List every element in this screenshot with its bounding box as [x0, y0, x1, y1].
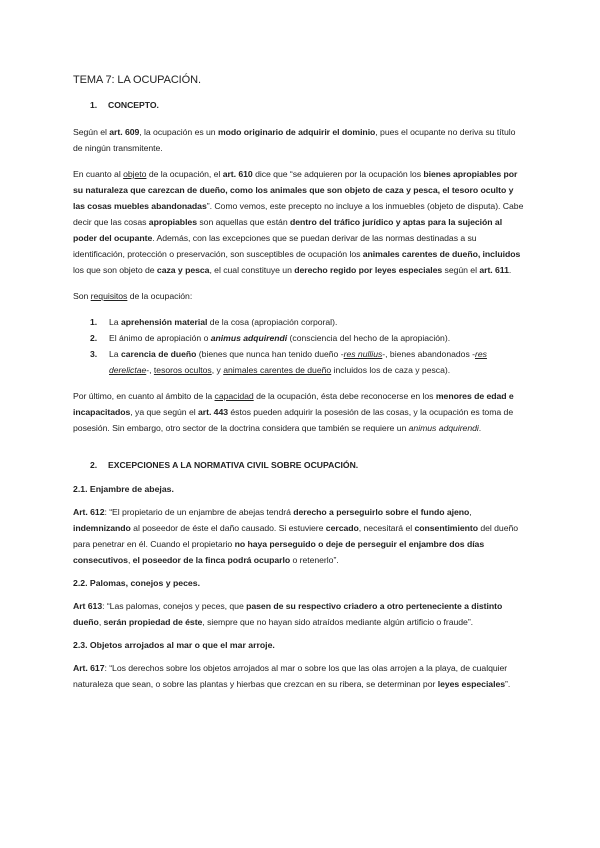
subsection-title-objetos-mar: 2.3. Objetos arrojados al mar o que el mar arroje. [73, 640, 275, 650]
subsection-title-abejas: 2.1. Enjambre de abejas. [73, 484, 174, 494]
section-number: 1. [90, 100, 98, 110]
section-heading-concepto [90, 100, 525, 110]
document-page [73, 74, 525, 702]
section-label: EXCEPCIONES A LA NORMATIVA CIVIL SOBRE OCUPACIÓN. [108, 460, 359, 470]
paragraph-art-617: Art. 617: “Los derechos sobre los objetos arrojados al mar o sobre los que las olas arrojen a la playa, de cualquier naturaleza que sean, o sobre las plantas y hierbas que crezcan en su ribera, se determinan por leyes especiales”. [73, 663, 511, 689]
paragraph-capacidad: Por último, en cuanto al ámbito de la capacidad de la ocupación, ésta debe reconocerse en los menores de edad e incapacitados, ya que según el art. 443 éstos pueden adquirir la posesión de las cosas, y la ocupación es toma de posesión. Sin embargo, otro sector de la doctrina considera que también se requiere un animus adquirendi. [73, 391, 514, 433]
paragraph-art-612: Art. 612: “El propietario de un enjambre de abejas tendrá derecho a perseguirlo sobre el fundo ajeno, indemnizando al poseedor de éste el daño causado. Si estuviere cercado, necesitará el consentimiento del dueño para penetrar en él. Cuando el propietario no haya perseguido o deje de perseguir el enjambre dos días consecutivos, el poseedor de la finca podrá ocuparlo o retenerlo”. [73, 507, 519, 565]
paragraph-objeto: En cuanto al objeto de la ocupación, el art. 610 dice que “se adquieren por la ocupación los bienes apropiables por su naturaleza que carezcan de dueño, como los animales que son objeto de caza y pesca, el tesoro oculto y las cosas muebles abandonadas”. Como vemos, este precepto no incluye a los inmuebles (objeto de disputa). Cabe decir que las cosas apropiables son aquellas que están dentro del tráfico jurídico y aptas para la sujeción al poder del ocupante. Además, con las excepciones que se puedan derivar de las normas destinadas a su identificación, protección o preservación, son susceptibles de ocupación los animales carentes de dueño, incluidos los que son objeto de caza y pesca, el cual constituye un derecho regido por leyes especiales según el art. 611. [73, 169, 524, 275]
section-number: 2. [90, 460, 98, 470]
paragraph-definition: Según el art. 609, la ocupación es un modo originario de adquirir el dominio, pues el ocupante no deriva su título de ningún transmitente. [73, 127, 516, 153]
section-heading-excepciones [90, 460, 525, 470]
requisitos-list [73, 314, 525, 378]
paragraph-art-613: Art 613: “Las palomas, conejos y peces, que pasen de su respectivo criadero a otro perteneciente a distinto dueño, serán propiedad de éste, siempre que no hayan sido atraídos mediante algún artificio o fraude”. [73, 601, 503, 627]
subsection-title-palomas: 2.2. Palomas, conejos y peces. [73, 578, 200, 588]
paragraph-requisitos-intro: Son requisitos de la ocupación: [73, 291, 193, 301]
section-label: CONCEPTO. [108, 100, 159, 110]
list-item: 2. El ánimo de apropiación o animus adquirendi (consciencia del hecho de la apropiación). [90, 333, 451, 343]
list-item: 3. La carencia de dueño (bienes que nunca han tenido dueño -res nullius-, bienes abandonados -res derelictae-, tesoros ocultos, y animales carentes de dueño incluidos los de caza y pesca). [90, 349, 487, 375]
page-title: TEMA 7: LA OCUPACIÓN. [73, 74, 201, 86]
list-item: 1. La aprehensión material de la cosa (apropiación corporal). [90, 317, 338, 327]
